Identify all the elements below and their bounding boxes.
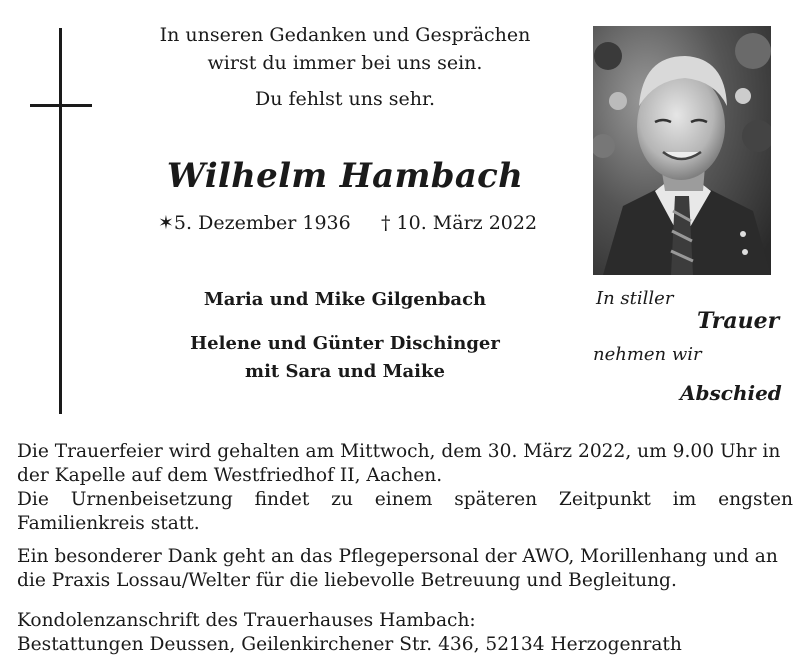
mourning-part-3: nehmen wir	[593, 344, 702, 365]
mourning-part-2: Trauer	[697, 308, 780, 334]
deceased-name: Wilhelm Hambach	[166, 156, 524, 196]
poem-line-3: Du fehlst uns sehr.	[254, 88, 436, 110]
death-date: † 10. März 2022	[381, 212, 538, 234]
address-line-2: Bestattungen Deussen, Geilenkirchener Str. 436, 52134 Herzogenrath	[17, 634, 682, 655]
cross-vertical-bar	[59, 28, 62, 414]
birth-date: ✶5. Dezember 1936	[158, 212, 351, 234]
thanks-line-2: die Praxis Lossau/Welter für die liebevolle Betreuung und Begleitung.	[17, 570, 677, 591]
family-line-2: Helene und Günter Dischinger	[190, 333, 500, 354]
family-line-1: Maria und Mike Gilgenbach	[203, 289, 487, 310]
mourning-part-4: Abschied	[680, 381, 782, 405]
poem-line-1: In unseren Gedanken und Gesprächen	[159, 24, 531, 46]
urn-info	[17, 488, 793, 536]
cross-horizontal-bar	[30, 104, 92, 107]
funeral-line-1: Die Trauerfeier wird gehalten am Mittwoch, dem 30. März 2022, um 9.00 Uhr in	[17, 441, 781, 462]
urn-line-1: Die Urnenbeisetzung findet zu einem späteren Zeitpunkt im engsten	[17, 489, 793, 510]
family-line-3: mit Sara und Maike	[245, 361, 445, 382]
funeral-line-2: der Kapelle auf dem Westfriedhof II, Aachen.	[17, 465, 443, 486]
funeral-info	[17, 440, 793, 488]
address-line-1: Kondolenzanschrift des Trauerhauses Hambach:	[17, 610, 476, 631]
portrait-photo	[593, 26, 771, 275]
urn-line-2: Familienkreis statt.	[17, 513, 200, 534]
mourning-part-1: In stiller	[596, 288, 674, 309]
portrait-image	[593, 26, 771, 275]
condolence-address	[17, 609, 793, 657]
poem-line-2: wirst du immer bei uns sein.	[207, 52, 483, 74]
thanks-line-1: Ein besonderer Dank geht an das Pflegepersonal der AWO, Morillenhang und an	[17, 546, 778, 567]
thanks-info	[17, 545, 793, 593]
